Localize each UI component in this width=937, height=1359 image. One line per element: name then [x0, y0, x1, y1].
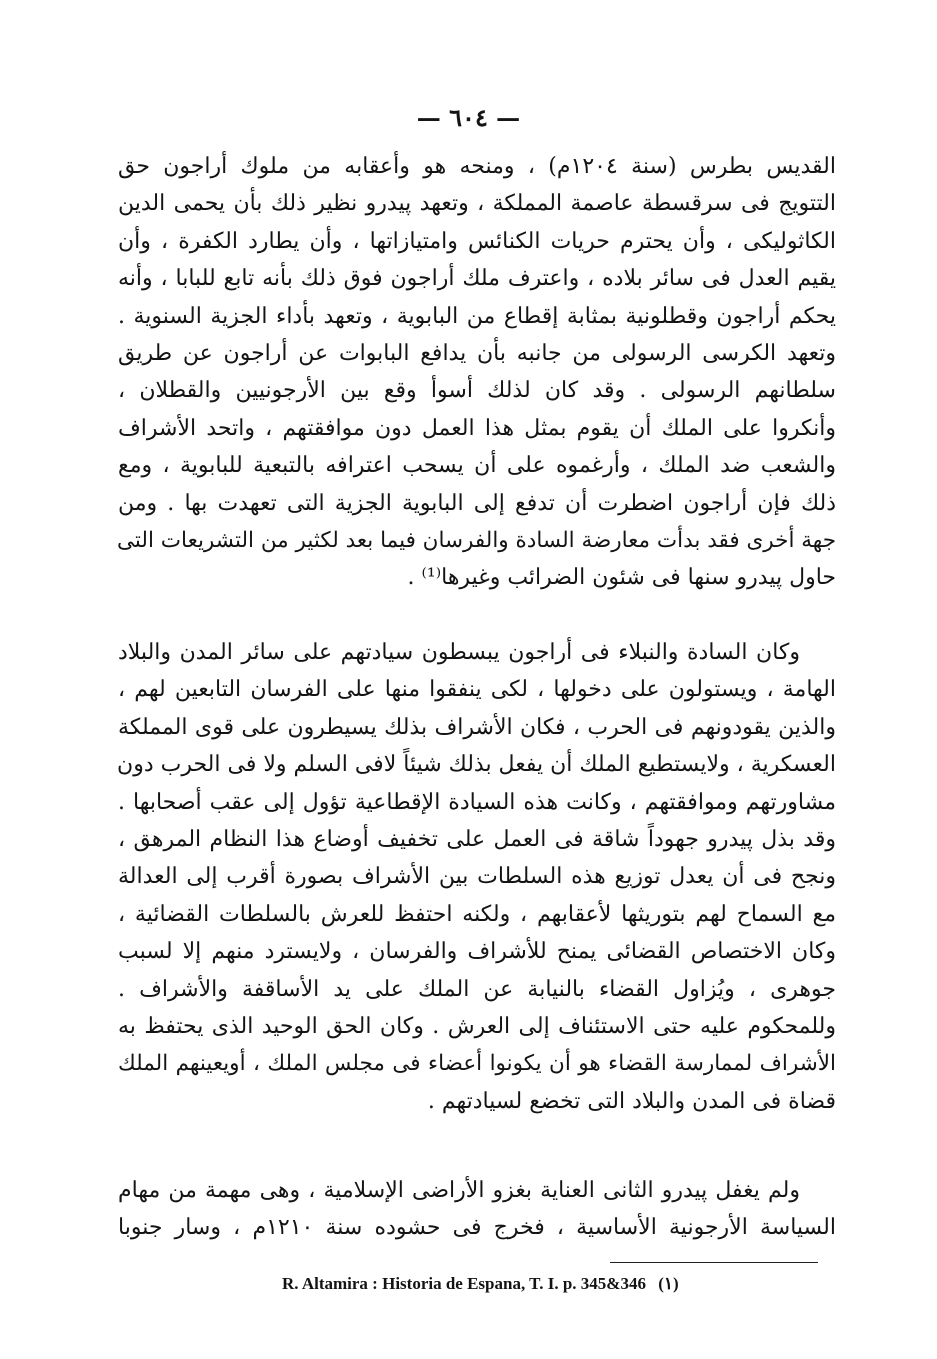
footnote: [282, 1266, 782, 1302]
text-line: يحكم أراجون وقطلونية بمثابة إقطاع من البابوية ، وتعهد بأداء الجزية السنوية .: [118, 303, 836, 329]
paragraph-1: [118, 148, 836, 597]
text-line: وكان الاختصاص القضائى يمنح للأشراف والفرسان ، ولايسترد منهم إلا لسبب: [118, 939, 836, 965]
text-line: الأشراف لممارسة القضاء هو أن يكونوا أعضاء فى مجلس الملك ، أويعينهم الملك: [118, 1051, 836, 1077]
text-line: مع السماح لهم بتوريثها لأعقابهم ، ولكنه احتفظ للعرش بالسلطات القضائية ،: [118, 901, 836, 927]
text-line: الكاثوليكى ، وأن يحترم حريات الكنائس وامتيازاتها ، وأن يطارد الكفرة ، وأن: [118, 228, 836, 254]
text-line: يقيم العدل فى سائر بلاده ، واعترف ملك أراجون فوق ذلك بأنه تابع للبابا ، وأنه: [118, 266, 836, 292]
text-line: التتويج فى سرقسطة عاصمة المملكة ، وتعهد پيدرو نظير ذلك بأن يحمى الدين: [118, 191, 836, 217]
text-line: قضاة فى المدن والبلاد التى تخضع لسيادتهم .: [427, 1088, 836, 1114]
page-number: — ٦٠٤ —: [416, 103, 521, 132]
text-line: وتعهد الكرسى الرسولى من جانبه بأن يدافع البابوات عن أراجون عن طريق: [118, 340, 836, 366]
footnote-text: R. Altamira : Historia de Espana, T. I. p. 345&346: [282, 1274, 646, 1293]
text-line: سلطانهم الرسولى . وقد كان لذلك أسوأ وقع بين الأرجونيين والقطلان ،: [118, 378, 836, 404]
text-line: السياسة الأرجونية الأساسية ، فخرج فى حشوده سنة ١٢١٠م ، وسار جنوبا: [118, 1215, 837, 1241]
text-line: وأنكروا على الملك أن يقوم بمثل هذا العمل دون موافقتهم ، واتحد الأشراف: [118, 415, 836, 441]
text-line: جهة أخرى فقد بدأت معارضة السادة والفرسان فيما بعد لكثير من التشريعات التى: [117, 527, 836, 553]
text-line: ولم يغفل پيدرو الثانى العناية بغزو الأراضى الإسلامية ، وهى مهمة من مهام: [118, 1178, 800, 1203]
text-line: مشاورتهم وموافقتهم ، وكانت هذه السيادة الإقطاعية تؤول إلى عقب أصحابها .: [118, 789, 836, 815]
text-line: حاول پيدرو سنها فى شئون الضرائب وغيرها⁽¹⁾ .: [407, 565, 836, 591]
paragraph-3: [118, 1172, 836, 1247]
text-line: وكان السادة والنبلاء فى أراجون يبسطون سيادتهم على سائر المدن والبلاد: [118, 640, 800, 665]
footnote-divider: [610, 1262, 818, 1263]
text-line: وقد بذل پيدرو جهوداً شاقة فى العمل على تخفيف أوضاع هذا النظام المرهق ،: [118, 826, 836, 852]
text-line: العسكرية ، ولايستطيع الملك أن يفعل بذلك شيئاً لافى السلم ولا فى الحرب دون: [117, 752, 836, 778]
text-line: وللمحكوم عليه حتى الاستئناف إلى العرش . وكان الحق الوحيد الذى يحتفظ به: [118, 1013, 836, 1039]
text-line: ونجح فى أن يعدل توزيع هذه السلطات بين الأشراف بصورة أقرب إلى العدالة: [118, 864, 836, 890]
text-line: القديس بطرس (سنة ١٢٠٤م) ، ومنحه هو وأعقابه من ملوك أراجون حق: [118, 154, 836, 179]
text-line: جوهرى ، ويُزاول القضاء بالنيابة عن الملك على يد الأساقفة والأشراف .: [118, 976, 836, 1002]
text-line: الهامة ، ويستولون على دخولها ، لكى ينفقوا منها على الفرسان التابعين لهم ،: [118, 677, 836, 703]
paragraph-2: [118, 634, 836, 1120]
text-line: والذين يقودونهم فى الحرب ، فكان الأشراف بذلك يسيطرون على قوى المملكة: [118, 714, 836, 740]
footnote-marker: (١): [658, 1274, 679, 1293]
text-line: والشعب ضد الملك ، وأرغموه على أن يسحب اعترافه بالتبعية للبابوية ، ومع: [118, 453, 836, 479]
text-line: ذلك فإن أراجون اضطرت أن تدفع إلى البابوية الجزية التى تعهدت بها . ومن: [118, 490, 836, 516]
